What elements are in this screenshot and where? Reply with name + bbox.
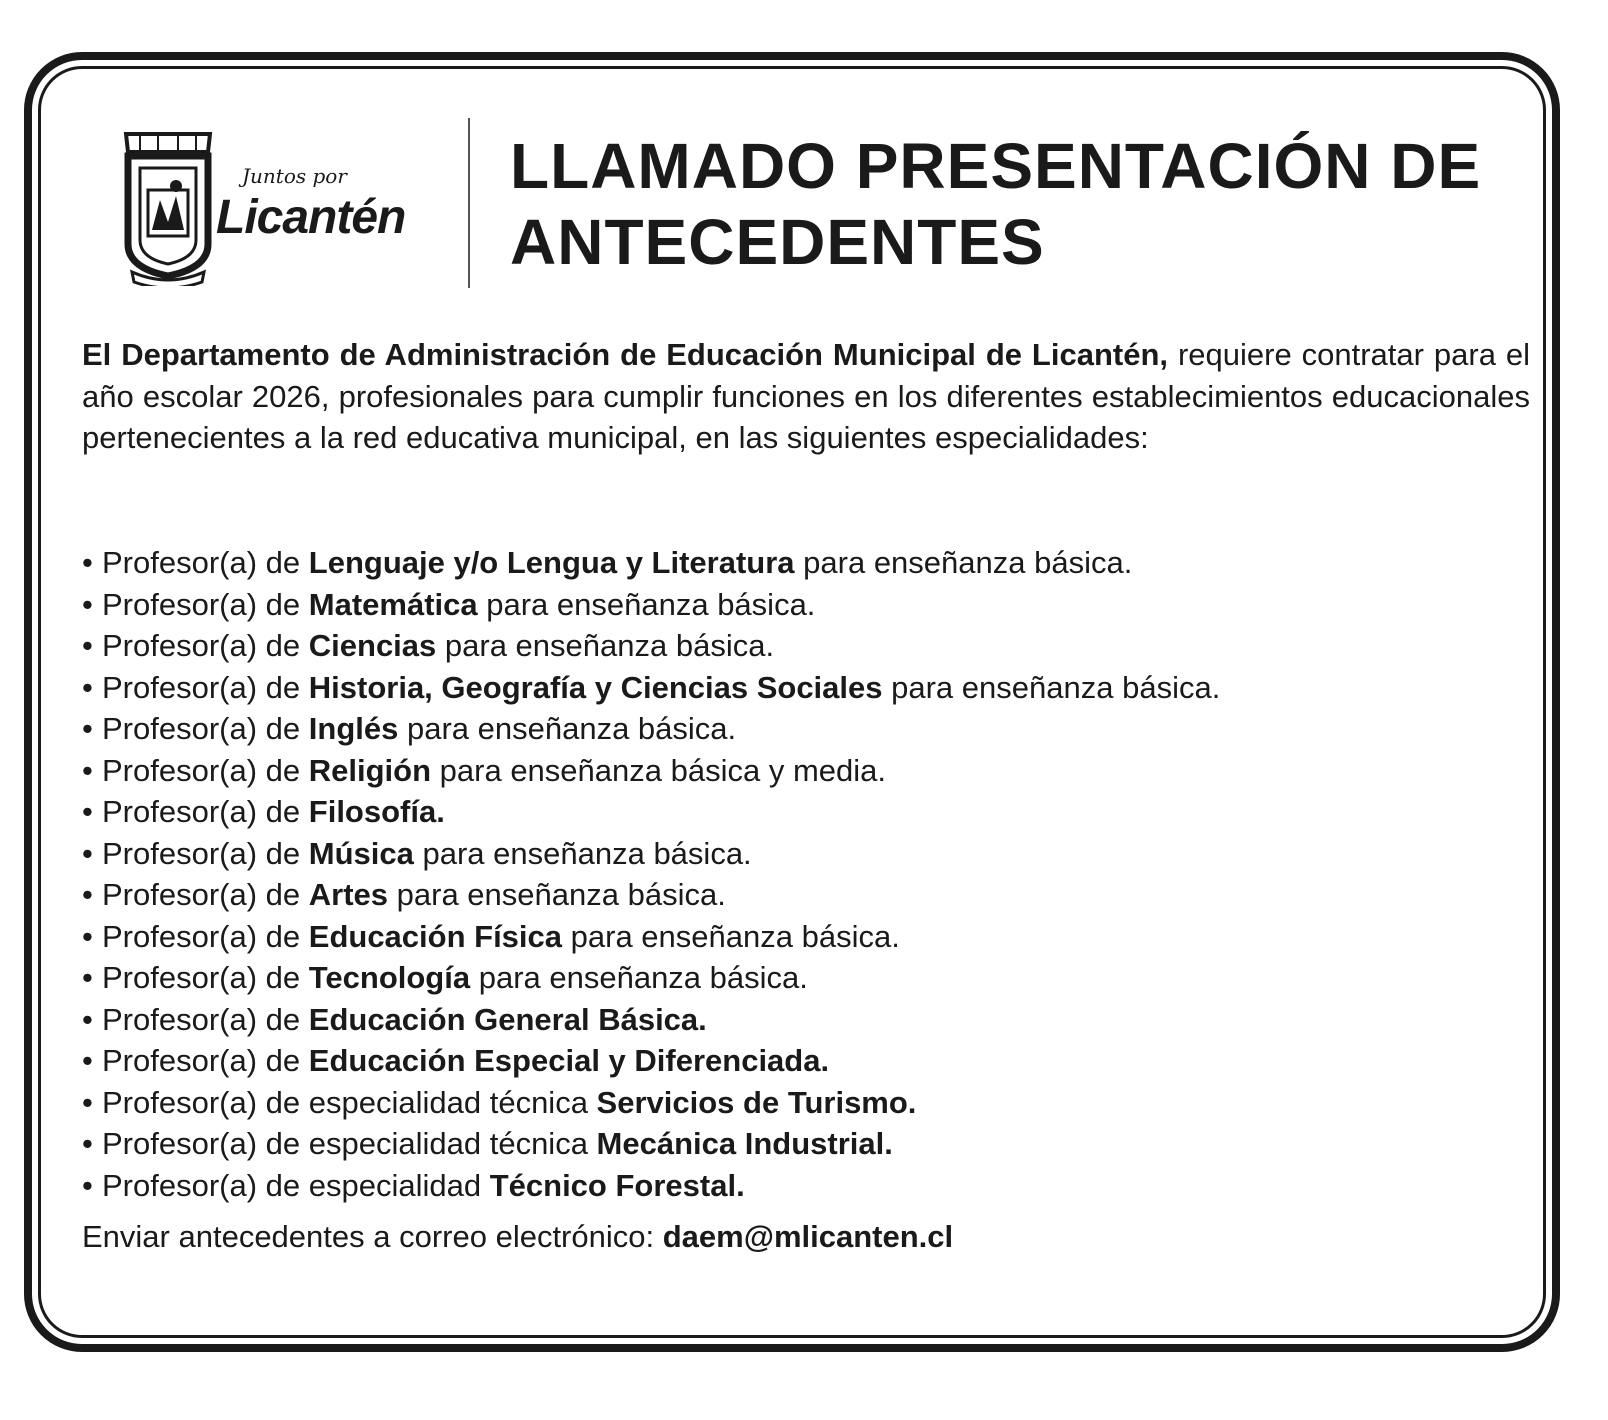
- position-suffix: para enseñanza básica.: [470, 960, 808, 995]
- position-prefix: Profesor(a) de: [102, 545, 309, 580]
- logo-name: Licantén: [216, 191, 406, 244]
- position-prefix: Profesor(a) de: [102, 918, 309, 954]
- bullet-icon: •: [82, 711, 93, 746]
- contact-label: Enviar antecedentes a correo electrónico:: [82, 1219, 663, 1254]
- position-item: [82, 625, 1220, 667]
- position-item: [82, 542, 1220, 584]
- position-prefix: Profesor(a) de: [102, 960, 309, 995]
- position-subject: Mecánica Industrial.: [596, 1126, 893, 1161]
- title-line-2: ANTECEDENTES: [510, 206, 1045, 278]
- bullet-icon: •: [82, 545, 93, 580]
- bullet-icon: •: [82, 1126, 93, 1161]
- position-prefix: Profesor(a) de especialidad: [102, 1167, 490, 1203]
- bullet-icon: •: [82, 1001, 93, 1037]
- position-subject: Matemática: [308, 586, 478, 622]
- contact-line: [82, 1216, 953, 1258]
- position-prefix: Profesor(a) de especialidad técnica: [102, 1084, 597, 1120]
- position-item: [82, 1123, 1220, 1165]
- bullet-icon: •: [82, 1167, 93, 1203]
- position-subject: Educación General Básica.: [308, 1001, 707, 1037]
- position-prefix: Profesor(a) de: [102, 1043, 309, 1078]
- position-item: [82, 584, 1220, 626]
- position-item: [82, 750, 1220, 792]
- position-suffix: para enseñanza básica.: [562, 918, 900, 954]
- bullet-icon: •: [82, 960, 93, 995]
- position-suffix: para enseñanza básica.: [413, 835, 752, 871]
- bullet-icon: •: [82, 794, 93, 829]
- position-item: [82, 916, 1220, 958]
- position-prefix: Profesor(a) de especialidad técnica: [102, 1126, 597, 1161]
- bullet-icon: •: [82, 586, 93, 622]
- position-suffix: para enseñanza básica.: [436, 628, 775, 663]
- position-item: [82, 791, 1220, 833]
- position-prefix: Profesor(a) de: [102, 711, 309, 746]
- position-suffix: para enseñanza básica.: [794, 545, 1133, 580]
- header-divider: [468, 118, 470, 288]
- position-prefix: Profesor(a) de: [102, 669, 309, 705]
- licanten-logo: [118, 126, 428, 286]
- page-title: [510, 128, 1530, 280]
- positions-list: [82, 542, 1220, 1206]
- intro-paragraph: [82, 334, 1530, 459]
- position-item: [82, 957, 1220, 999]
- position-item: [82, 999, 1220, 1041]
- position-prefix: Profesor(a) de: [102, 835, 309, 871]
- position-subject: Educación Especial y Diferenciada.: [308, 1043, 830, 1078]
- position-item: [82, 874, 1220, 916]
- position-prefix: Profesor(a) de: [102, 794, 309, 829]
- bullet-icon: •: [82, 752, 93, 788]
- position-subject: Música: [308, 835, 414, 871]
- bullet-icon: •: [82, 835, 93, 871]
- title-line-1: LLAMADO PRESENTACIÓN DE: [510, 130, 1482, 202]
- position-subject: Tecnología: [308, 960, 471, 995]
- position-prefix: Profesor(a) de: [102, 628, 309, 663]
- position-subject: Educación Física: [308, 918, 563, 954]
- contact-email[interactable]: daem@mlicanten.cl: [662, 1219, 954, 1254]
- position-prefix: Profesor(a) de: [102, 1001, 309, 1037]
- position-suffix: para enseñanza básica.: [398, 711, 737, 746]
- position-subject: Inglés: [308, 711, 399, 746]
- bullet-icon: •: [82, 1043, 93, 1078]
- position-suffix: para enseñanza básica y media.: [431, 752, 886, 788]
- intro-text: requiere contratar para el año escolar 2026, profesionales para cumplir funciones en los diferentes establecimientos educacionales pertenecientes a la red educativa municipal, en las siguientes especialidades:: [82, 337, 1530, 455]
- position-subject: Técnico Forestal.: [489, 1167, 745, 1203]
- position-subject: Religión: [308, 752, 432, 788]
- position-suffix: para enseñanza básica.: [882, 669, 1221, 705]
- position-item: [82, 667, 1220, 709]
- position-subject: Filosofía.: [308, 794, 445, 829]
- bullet-icon: •: [82, 918, 93, 954]
- position-item: [82, 1040, 1220, 1082]
- position-suffix: para enseñanza básica.: [477, 586, 816, 622]
- bullet-icon: •: [82, 1084, 93, 1120]
- position-subject: Servicios de Turismo.: [596, 1084, 917, 1120]
- position-item: [82, 833, 1220, 875]
- bullet-icon: •: [82, 628, 93, 663]
- bullet-icon: •: [82, 877, 93, 912]
- position-item: [82, 1165, 1220, 1207]
- position-item: [82, 1082, 1220, 1124]
- position-suffix: para enseñanza básica.: [388, 877, 726, 912]
- position-subject: Historia, Geografía y Ciencias Sociales: [308, 669, 883, 705]
- position-subject: Artes: [308, 877, 389, 912]
- position-prefix: Profesor(a) de: [102, 752, 309, 788]
- position-prefix: Profesor(a) de: [102, 877, 309, 912]
- logo-tagline: Juntos por: [242, 164, 347, 188]
- position-item: [82, 708, 1220, 750]
- position-subject: Lenguaje y/o Lengua y Literatura: [308, 545, 795, 580]
- intro-department: El Departamento de Administración de Educación Municipal de Licantén,: [82, 337, 1169, 372]
- bullet-icon: •: [82, 669, 93, 705]
- position-prefix: Profesor(a) de: [102, 586, 309, 622]
- municipal-shield-icon: [118, 126, 218, 286]
- position-subject: Ciencias: [308, 628, 437, 663]
